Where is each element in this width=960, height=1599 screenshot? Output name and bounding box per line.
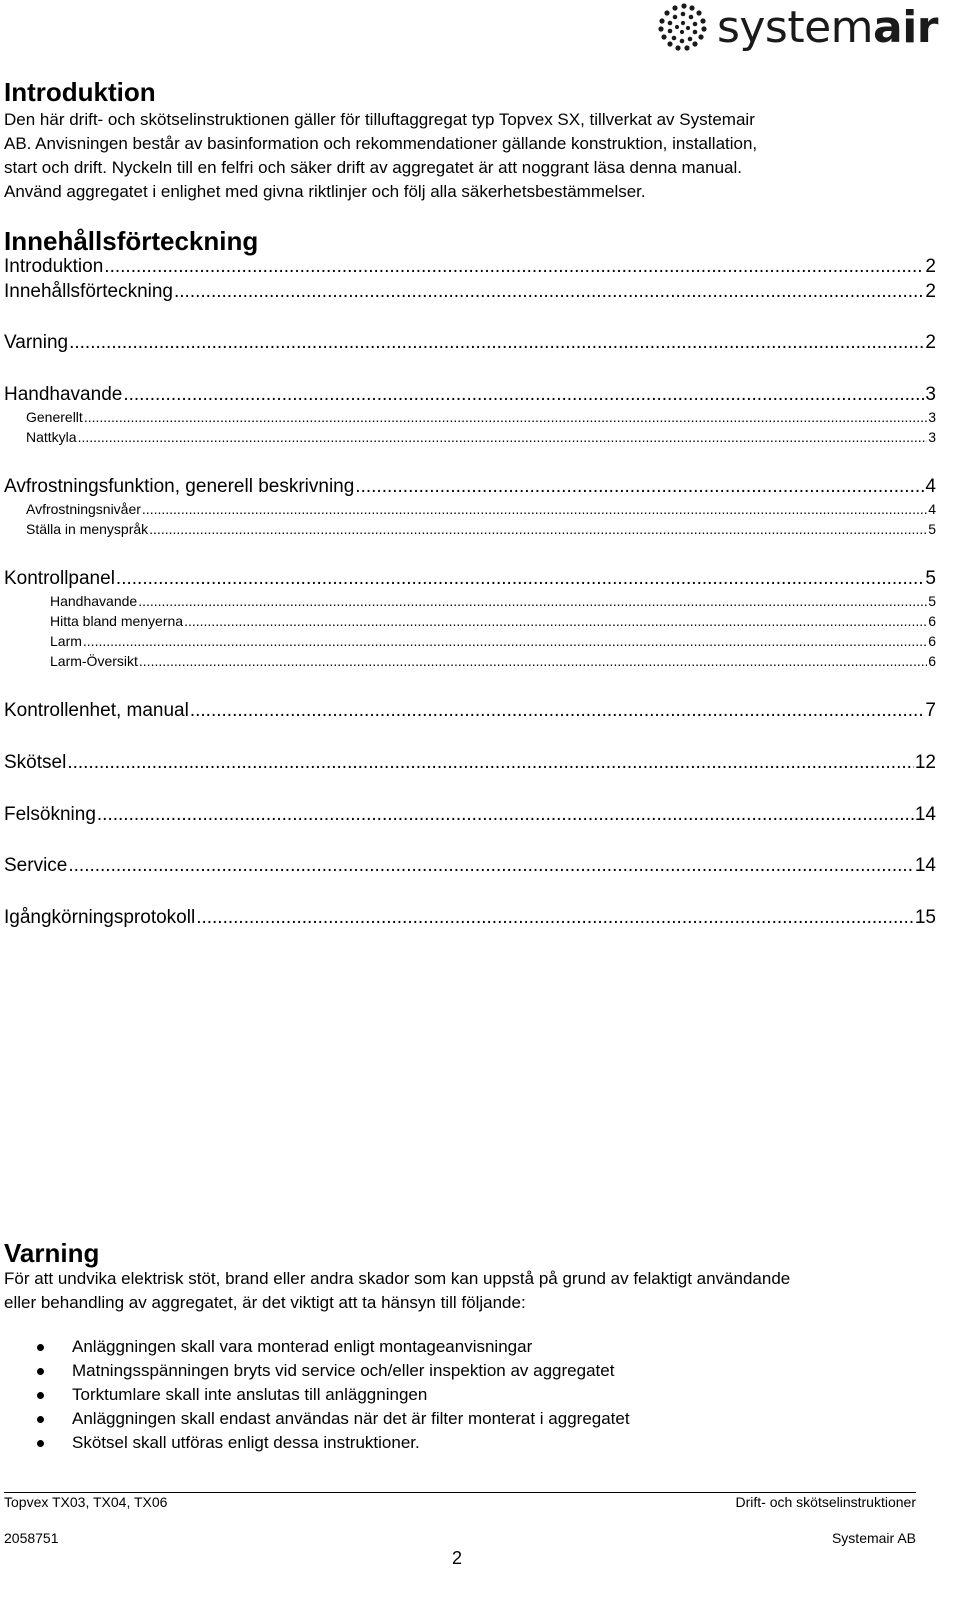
- toc-entry-page: 3: [928, 429, 936, 445]
- toc-leader: [68, 855, 914, 877]
- toc-leader: [139, 653, 927, 669]
- toc-entry-label: Larm-Översikt: [50, 653, 138, 669]
- toc-entry-page: 5: [928, 521, 936, 537]
- bullet-icon: [37, 1416, 44, 1423]
- toc-entry-label: Avfrostningsfunktion, generell beskrivning: [4, 476, 355, 497]
- toc-entry-label: Skötsel: [4, 752, 67, 773]
- toc-entry[interactable]: [4, 281, 936, 303]
- toc-entry-label: Hitta bland menyerna: [50, 613, 184, 629]
- toc-entry[interactable]: [4, 332, 936, 354]
- toc-entry-label: Handhavande: [4, 384, 123, 405]
- toc-entry[interactable]: [4, 907, 936, 929]
- toc-leader: [174, 281, 924, 303]
- toc-leader: [83, 633, 927, 649]
- toc-leader: [123, 384, 924, 406]
- toc-entry-label: Handhavande: [50, 593, 138, 609]
- toc-entry-page: 14: [914, 855, 936, 876]
- toc-entry-label: Kontrollpanel: [4, 568, 115, 589]
- toc-entry-label: Varning: [4, 332, 69, 353]
- toc-leader: [184, 613, 927, 629]
- toc-heading: Innehållsförteckning: [4, 226, 259, 256]
- toc-leader: [78, 429, 928, 445]
- toc-leader: [149, 521, 927, 537]
- toc-leader: [69, 332, 924, 354]
- toc-entry[interactable]: [4, 752, 936, 774]
- logo-wordmark: [716, 2, 938, 53]
- toc-leader: [97, 804, 914, 826]
- footer-product: Topvex TX03, TX04, TX06: [4, 1494, 168, 1510]
- toc-entry-page: 6: [928, 633, 936, 649]
- bullet-text: Torktumlare skall inte anslutas till anläggningen: [72, 1385, 428, 1404]
- toc-entry[interactable]: [50, 593, 936, 609]
- intro-line: AB. Anvisningen består av basinformation och rekommendationer gällande konstruktion, installation,: [4, 134, 758, 153]
- warning-line: eller behandling av aggregatet, är det viktigt att ta hänsyn till följande:: [4, 1293, 526, 1312]
- bullet-item: [0, 1335, 630, 1359]
- toc-entry-page: 14: [914, 804, 936, 825]
- bullet-text: Anläggningen skall endast användas när det är filter monterat i aggregatet: [72, 1409, 630, 1428]
- logo-word-light: system: [716, 2, 874, 53]
- toc-leader: [142, 501, 927, 517]
- bullet-icon: [37, 1368, 44, 1375]
- toc-entry[interactable]: [4, 700, 936, 722]
- bullet-icon: [37, 1392, 44, 1399]
- toc-entry-page: 2: [925, 281, 936, 302]
- toc-leader: [138, 593, 927, 609]
- toc-entry[interactable]: [26, 501, 936, 517]
- toc-entry[interactable]: [4, 476, 936, 498]
- toc-entry-page: 5: [928, 593, 936, 609]
- bullet-item: [0, 1431, 630, 1455]
- intro-line: Den här drift- och skötselinstruktionen gäller för tilluftaggregat typ Topvex SX, tillverkat av Systemair: [4, 110, 755, 129]
- intro-line: start och drift. Nyckeln till en felfri och säker drift av aggregatet är att noggrant läsa denna manual.: [4, 158, 742, 177]
- toc-entry-page: 2: [925, 332, 936, 353]
- intro-line: Använd aggregatet i enlighet med givna riktlinjer och följ alla säkerhetsbestämmelser.: [4, 182, 646, 201]
- footer-doc-number: 2058751: [4, 1530, 59, 1546]
- toc-leader: [196, 907, 914, 929]
- toc-entry-label: Innehållsförteckning: [4, 281, 173, 302]
- bullet-item: [0, 1359, 630, 1383]
- toc-entry-page: 2: [925, 256, 936, 277]
- intro-heading: Introduktion: [4, 77, 156, 107]
- toc-entry[interactable]: [4, 256, 936, 278]
- toc-leader: [104, 256, 924, 278]
- toc-leader: [190, 700, 925, 722]
- bullet-text: Anläggningen skall vara monterad enligt montageanvisningar: [72, 1337, 533, 1356]
- toc-entry-label: Felsökning: [4, 804, 96, 825]
- toc-entry[interactable]: [4, 384, 936, 406]
- toc-entry-page: 7: [925, 700, 936, 721]
- toc-entry[interactable]: [50, 653, 936, 669]
- toc-entry-page: 12: [914, 752, 936, 773]
- toc-entry-label: Kontrollenhet, manual: [4, 700, 189, 721]
- toc-entry-page: 15: [914, 907, 936, 928]
- page-number: 2: [452, 1548, 463, 1568]
- bullet-text: Matningsspänningen bryts vid service och/eller inspektion av aggregatet: [72, 1361, 615, 1380]
- footer-doc-title: Drift- och skötselinstruktioner: [735, 1494, 916, 1510]
- warning-bullet-list: [0, 1335, 630, 1455]
- toc-entry-page: 3: [928, 409, 936, 425]
- warning-heading: Varning: [4, 1238, 100, 1268]
- toc-leader: [67, 752, 914, 774]
- toc-entry-page: 5: [925, 568, 936, 589]
- footer-divider: [4, 1492, 916, 1493]
- toc-entry-label: Generellt: [26, 409, 83, 425]
- warning-line: För att undvika elektrisk stöt, brand eller andra skador som kan uppstå på grund av felaktigt användande: [4, 1269, 791, 1288]
- toc-entry[interactable]: [26, 429, 936, 445]
- warning-paragraph: [4, 1267, 934, 1315]
- toc-entry-page: 4: [925, 476, 936, 497]
- toc-leader: [116, 568, 925, 590]
- systemair-logo: [653, 2, 938, 54]
- toc-leader: [355, 476, 924, 498]
- toc-entry[interactable]: [50, 633, 936, 649]
- toc-entry-label: Ställa in menyspråk: [26, 521, 149, 537]
- bullet-item: [0, 1383, 630, 1407]
- bullet-icon: [37, 1440, 44, 1447]
- bullet-item: [0, 1407, 630, 1431]
- toc-entry[interactable]: [26, 521, 936, 537]
- toc-entry-label: Larm: [50, 633, 82, 649]
- toc-entry[interactable]: [50, 613, 936, 629]
- toc-entry-label: Avfrostningsnivåer: [26, 501, 141, 517]
- intro-paragraph: [4, 108, 934, 204]
- toc-entry-label: Introduktion: [4, 256, 104, 277]
- toc-entry-page: 6: [928, 653, 936, 669]
- logo-word-bold: air: [873, 2, 938, 53]
- footer-company: Systemair AB: [831, 1530, 916, 1546]
- toc-entry[interactable]: [4, 568, 936, 590]
- bullet-text: Skötsel skall utföras enligt dessa instruktioner.: [72, 1433, 420, 1452]
- logo-dots-icon: [653, 2, 715, 54]
- toc-entry-label: Service: [4, 855, 68, 876]
- toc-entry-page: 6: [928, 613, 936, 629]
- toc-entry-label: Igångkörningsprotokoll: [4, 907, 196, 928]
- toc-entry-page: 4: [928, 501, 936, 517]
- bullet-icon: [37, 1344, 44, 1351]
- toc-leader: [84, 409, 927, 425]
- toc-entry-label: Nattkyla: [26, 429, 77, 445]
- toc-entry[interactable]: [26, 409, 936, 425]
- toc-entry[interactable]: [4, 804, 936, 826]
- toc-entry-page: 3: [925, 384, 936, 405]
- toc-entry[interactable]: [4, 855, 936, 877]
